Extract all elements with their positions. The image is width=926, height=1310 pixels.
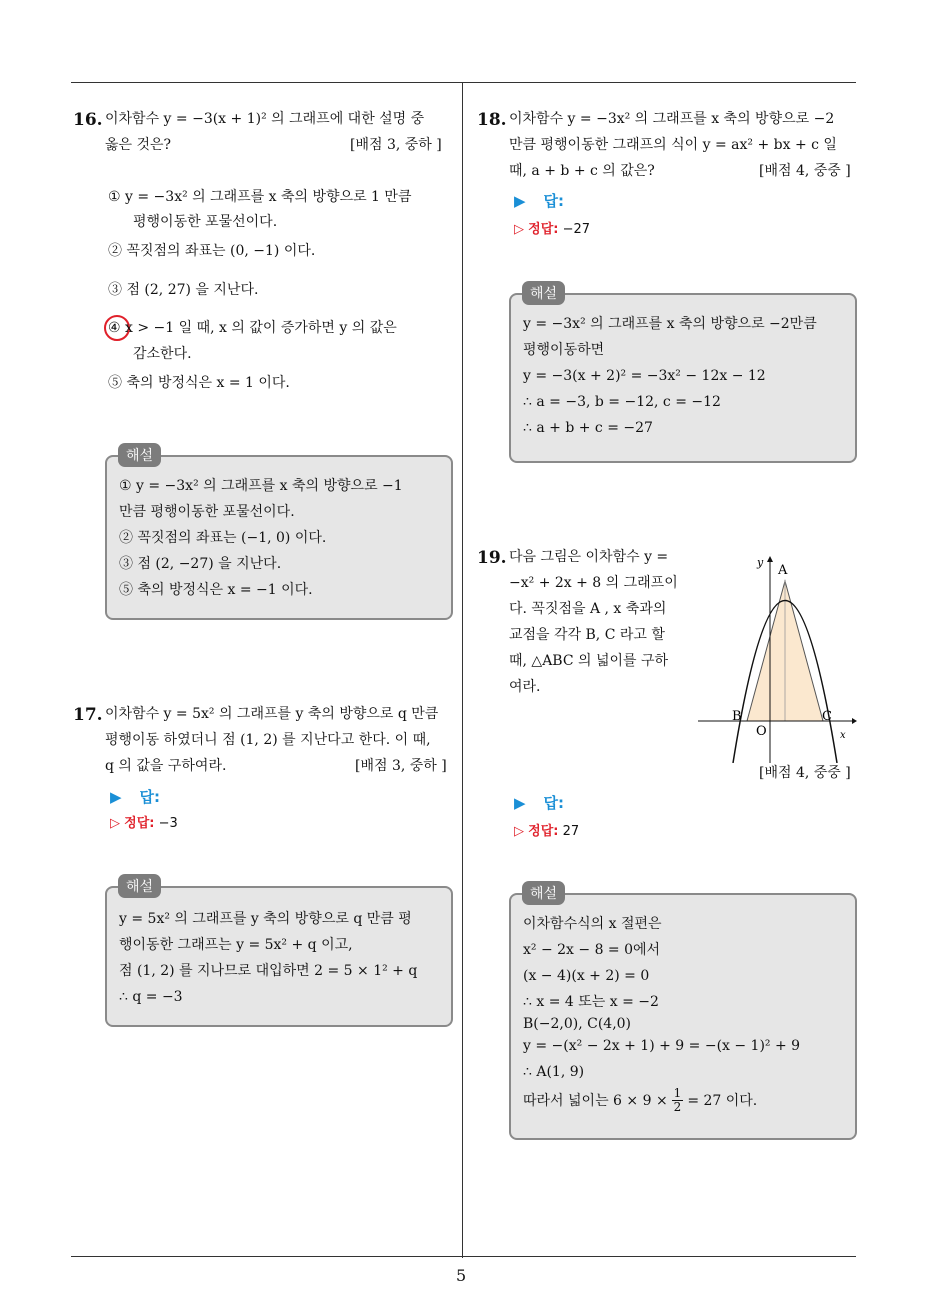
q18-stem-line1: 이차함수 y = −3x² 의 그래프를 x 축의 방향으로 −2	[509, 111, 835, 127]
fraction-denominator: 2	[673, 1100, 682, 1114]
x-axis-arrow-icon	[852, 718, 857, 724]
q17-explanation-box	[105, 886, 453, 1027]
fraction-one-half	[672, 1087, 684, 1114]
explain-line: 이차함수식의 x 절편은	[523, 916, 662, 932]
explain-prefix: 따라서 넓이는 6 × 9 ×	[523, 1092, 668, 1109]
explain-line: (x − 4)(x + 2) = 0	[523, 968, 650, 984]
q18-score: [배점 4, 중중 ]	[759, 163, 851, 179]
column-divider	[462, 82, 463, 1258]
q17-stem-line1: 이차함수 y = 5x² 의 그래프를 y 축의 방향으로 q 만큼	[105, 706, 439, 722]
q18-correct-answer	[514, 218, 590, 237]
explain-line: ③ 점 (2, −27) 을 지난다.	[119, 556, 282, 572]
option-text: y = −3x² 의 그래프를 x 축의 방향으로 1 만큼	[125, 189, 412, 205]
bottom-rule	[71, 1256, 856, 1257]
correct-label: 정답:	[124, 816, 155, 831]
q16-number: 16.	[73, 110, 103, 130]
explain-line-fraction	[523, 1087, 800, 1114]
q19-explanation-box	[509, 893, 857, 1140]
q16-option-2[interactable]	[108, 238, 315, 264]
explain-line: ∴ A(1, 9)	[523, 1064, 585, 1080]
stem-line: 때, △ABC 의 넓이를 구하	[509, 653, 669, 669]
outline-arrow-icon: ▷	[514, 824, 524, 839]
origin-label: O	[756, 724, 767, 739]
q16-explanation-tag: 해설	[118, 443, 161, 467]
top-rule	[71, 82, 856, 83]
q19-score: [배점 4, 중중 ]	[759, 765, 851, 781]
answer-label: 답:	[139, 788, 161, 806]
y-axis-label: y	[757, 556, 764, 569]
explain-line: ∴ a = −3, b = −12, c = −12	[523, 394, 721, 410]
q19-explanation-body	[523, 911, 800, 1114]
explain-line: y = −(x² − 2x + 1) + 9 = −(x − 1)² + 9	[523, 1038, 801, 1054]
point-b-label: B	[732, 709, 742, 724]
option-text: 축의 방정식은 x = 1 이다.	[126, 375, 290, 391]
stem-line: 다음 그림은 이차함수 y =	[509, 549, 669, 565]
play-arrow-icon: ▶	[110, 788, 122, 806]
q18-explanation-tag: 해설	[522, 281, 565, 305]
explain-line: y = −3(x + 2)² = −3x² − 12x − 12	[523, 368, 766, 384]
q19-explanation-tag: 해설	[522, 881, 565, 905]
outline-arrow-icon: ▷	[514, 222, 524, 237]
q19-correct-answer	[514, 820, 579, 839]
answer-label: 답:	[543, 192, 565, 210]
explain-line: ② 꼭짓점의 좌표는 (−1, 0) 이다.	[119, 530, 327, 546]
stem-line: 여라.	[509, 679, 541, 695]
explain-line: y = 5x² 의 그래프를 y 축의 방향으로 q 만큼 평	[119, 911, 412, 927]
q18-answer-field[interactable]	[514, 190, 564, 211]
correct-label: 정답:	[528, 222, 559, 237]
explain-line: y = −3x² 의 그래프를 x 축의 방향으로 −2만큼	[523, 316, 817, 332]
explain-line: ∴ a + b + c = −27	[523, 420, 653, 436]
explain-line: ① y = −3x² 의 그래프를 x 축의 방향으로 −1	[119, 478, 403, 494]
explain-line: 점 (1, 2) 를 지나므로 대입하면 2 = 5 × 1² + q	[119, 963, 418, 979]
option-text: 점 (2, 27) 을 지난다.	[126, 282, 259, 298]
option-text: 꼭짓점의 좌표는 (0, −1) 이다.	[126, 243, 316, 259]
stem-line: −x² + 2x + 8 의 그래프이	[509, 575, 678, 591]
option-number: ①	[108, 189, 121, 205]
q16-stem-line1: 이차함수 y = −3(x + 1)² 의 그래프에 대한 설명 중	[105, 111, 425, 127]
q18-stem-line2: 만큼 평행이동한 그래프의 식이 y = ax² + bx + c 일	[509, 137, 837, 153]
answer-label: 답:	[543, 794, 565, 812]
point-c-label: C	[822, 709, 832, 724]
q16-score: [배점 3, 중하 ]	[350, 137, 442, 153]
y-axis-arrow-icon	[767, 556, 773, 562]
q19-parabola-figure	[695, 548, 860, 763]
explain-suffix: = 27 이다.	[687, 1092, 758, 1109]
q18-stem-line3: 때, a + b + c 의 값은?	[509, 163, 655, 179]
q16-explanation-body	[119, 473, 403, 603]
explain-line: ∴ x = 4 또는 x = −2	[523, 994, 659, 1010]
x-axis-label: x	[840, 730, 846, 741]
q18-explanation-box	[509, 293, 857, 463]
stem-line: 교점을 각각 B, C 라고 할	[509, 627, 665, 643]
fraction-numerator: 1	[673, 1086, 682, 1100]
stem-line: 다. 꼭짓점을 A , x 축과의	[509, 601, 667, 617]
explain-line: 평행이동하면	[523, 342, 605, 358]
q16-explanation-box	[105, 455, 453, 620]
q18-number: 18.	[477, 110, 507, 130]
q17-number: 17.	[73, 705, 103, 725]
option-number: ③	[108, 282, 122, 298]
option-number: ②	[108, 243, 122, 259]
q17-answer-field[interactable]	[110, 786, 160, 807]
outline-arrow-icon: ▷	[110, 816, 120, 831]
q16-option-1[interactable]	[108, 184, 411, 210]
q16-stem-line2: 옳은 것은?	[105, 137, 172, 153]
point-a-label: A	[778, 563, 788, 578]
q17-score: [배점 3, 중하 ]	[355, 758, 447, 774]
q16-option-4[interactable]	[108, 315, 397, 341]
q18-explanation-body	[523, 311, 817, 441]
correct-value: −27	[562, 222, 591, 237]
q16-option-3[interactable]	[108, 277, 258, 303]
q17-explanation-body	[119, 906, 417, 1010]
correct-value: 27	[562, 824, 580, 839]
explain-line: ⑤ 축의 방정식은 x = −1 이다.	[119, 582, 313, 598]
q19-number: 19.	[477, 548, 507, 568]
page-number: 5	[456, 1266, 467, 1285]
play-arrow-icon: ▶	[514, 192, 526, 210]
explain-line: B(−2,0), C(4,0)	[523, 1016, 632, 1032]
q19-stem	[509, 544, 678, 700]
option-number: ⑤	[108, 375, 122, 391]
explain-line: 행이동한 그래프는 y = 5x² + q 이고,	[119, 937, 353, 953]
option-number: ④	[108, 320, 121, 336]
q17-stem-line2: 평행이동 하였더니 점 (1, 2) 를 지난다고 한다. 이 때,	[105, 732, 431, 748]
q16-option-5[interactable]	[108, 370, 290, 396]
explain-line: x² − 2x − 8 = 0에서	[523, 942, 661, 958]
explain-line: ∴ q = −3	[119, 989, 183, 1005]
q17-correct-answer	[110, 812, 178, 831]
q19-answer-field[interactable]	[514, 792, 564, 813]
q17-stem-line3: q 의 값을 구하여라.	[105, 758, 227, 774]
q16-option-1-line2: 평행이동한 포물선이다.	[133, 214, 278, 230]
explain-line: 만큼 평행이동한 포물선이다.	[119, 504, 295, 520]
play-arrow-icon: ▶	[514, 794, 526, 812]
correct-value: −3	[158, 816, 178, 831]
q17-explanation-tag: 해설	[118, 874, 161, 898]
option-text: x > −1 일 때, x 의 값이 증가하면 y 의 값은	[125, 320, 397, 336]
q16-option-4-line2: 감소한다.	[133, 346, 192, 362]
correct-label: 정답:	[528, 824, 559, 839]
